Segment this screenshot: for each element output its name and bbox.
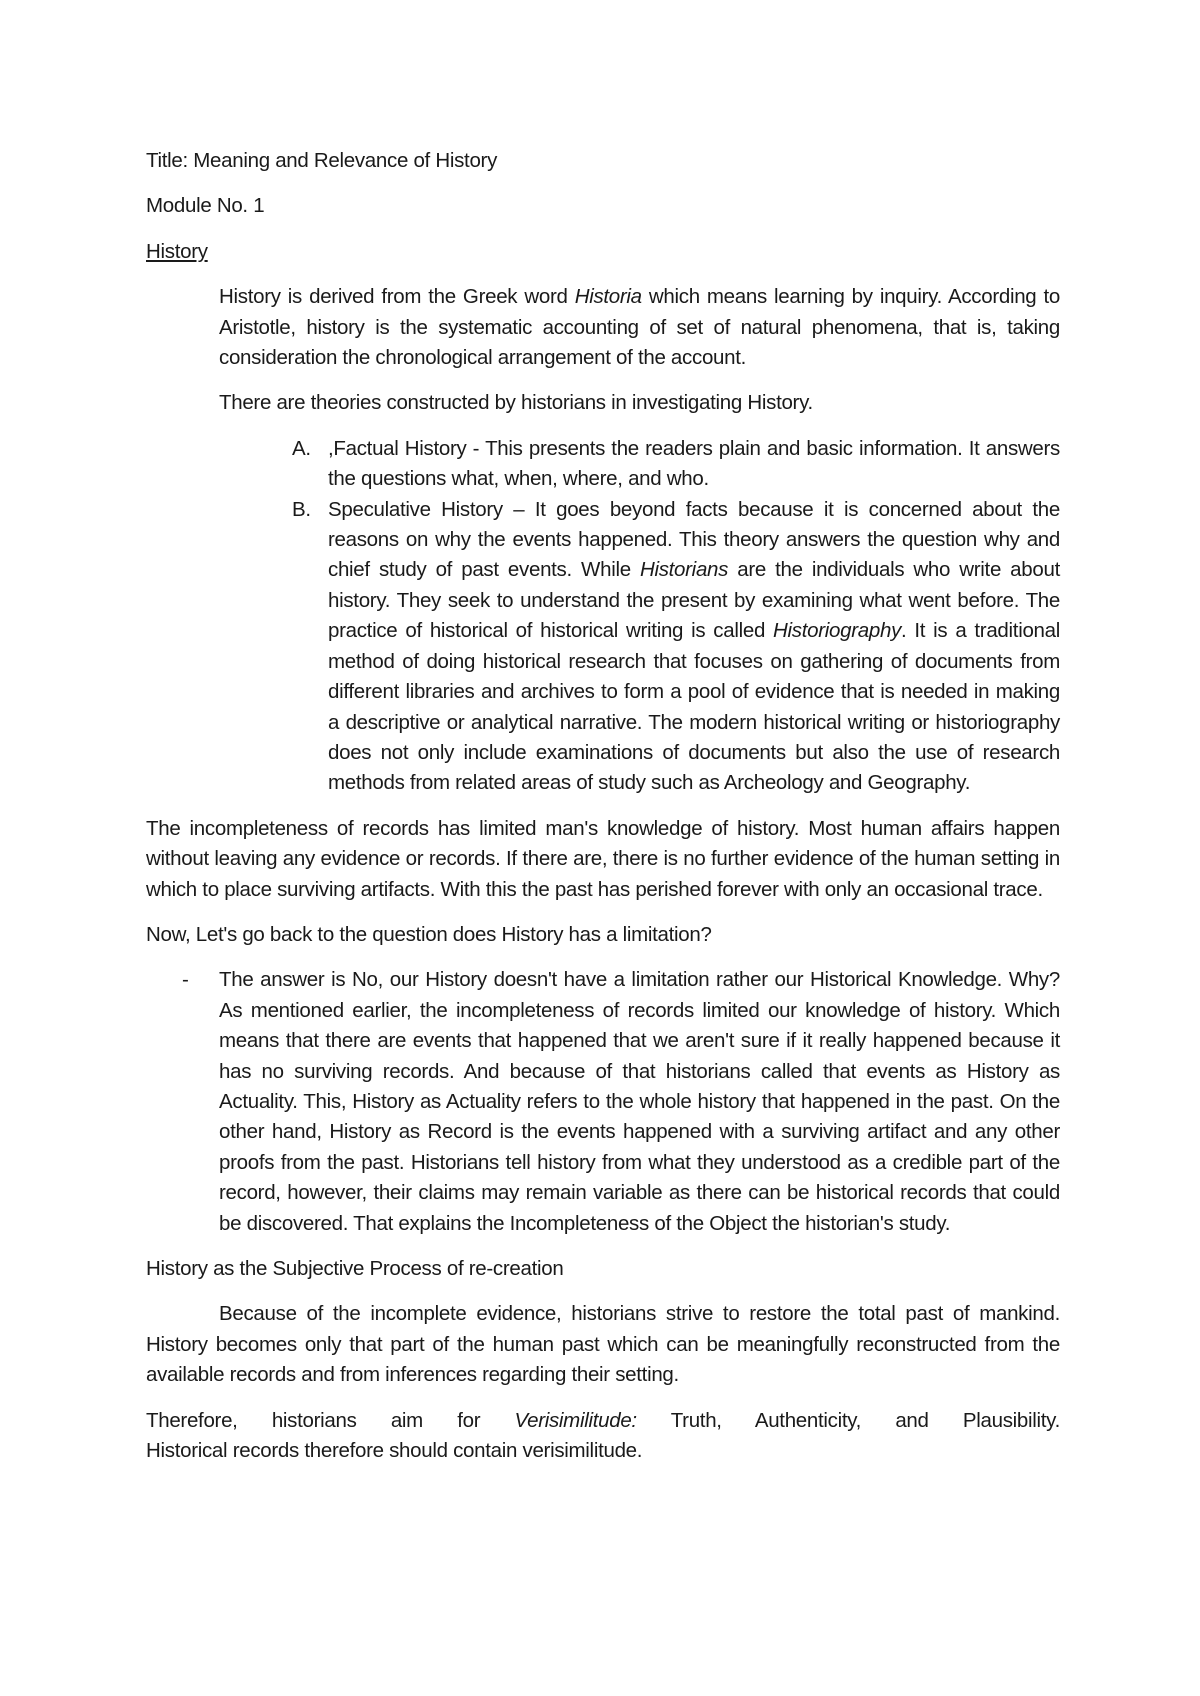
term-historians: Historians xyxy=(639,558,729,582)
theories-intro: There are theories constructed by historians in investigating History. xyxy=(219,391,813,415)
conclusion-paragraph xyxy=(146,1406,1060,1467)
list-marker-b: B. xyxy=(292,497,311,521)
conclusion-text-after: Truth, Authenticity, and Plausibility. xyxy=(636,1408,1060,1432)
list-marker-a: A. xyxy=(292,436,311,460)
speculative-text-3: . It is a traditional method of doing historical research that focuses on gathering of documents from different libraries and archives to form a pool of evidence that is needed in making a descriptive or analytical narrative. The modern historical writing or historiography does not only include examinations of documents but also the use of research methods from related areas of study such as Archeology and Geography. xyxy=(328,619,1061,795)
title-line: Title: Meaning and Relevance of History xyxy=(146,149,498,172)
list-item xyxy=(146,495,1060,799)
term-verisimilitude: Verisimilitude: xyxy=(514,1408,637,1432)
subjective-heading: History as the Subjective Process of re-creation xyxy=(146,1257,564,1280)
document-page xyxy=(146,146,1060,1466)
incompleteness-paragraph: The incompleteness of records has limited man's knowledge of history. Most human affairs happen without leaving any evidence or records. If there are, there is no further evidence of the human setting in which to place surviving artifacts. With this the past has perished forever with only an occasional trace. xyxy=(146,816,1060,901)
dash-marker: - xyxy=(182,968,189,992)
term-historiography: Historiography xyxy=(773,619,902,643)
intro-text-after: which means learning by inquiry. According to Aristotle, history is the systematic accounting of set of natural phenomena, that is, taking consideration the chronological arrangement of the account. xyxy=(219,285,1061,370)
module-line: Module No. 1 xyxy=(146,194,265,218)
list-item xyxy=(146,965,1060,1239)
speculative-text-2: are the individuals who write about history. They seek to understand the present by examining what went before. The practice of historical of historical writing is called xyxy=(328,558,1060,643)
answer-text: The answer is No, our History doesn't have a limitation rather our Historical Knowledge. Why? As mentioned earlier, the incompleteness of records limited our knowledge of history. Which means that there are events that happened that we aren't sure if it really happened because it has no surviving records. And because of that historians called that events as History as Actuality. This, History as Actuality refers to the whole history that happened in the past. On the other hand, History as Record is the events happened with a surviving artifact and any other proofs from the past. Historians tell history from what they understood as a credible part of the record, however, their claims may remain variable as there can be historical records that could be discovered. That explains the Incompleteness of the Object the historian's study. xyxy=(219,968,1060,1235)
subjective-paragraph: Because of the incomplete evidence, historians strive to restore the total past of mankind. History becomes only that part of the human past which can be meaningfully reconstructed from the available records and from inferences regarding their setting. xyxy=(146,1302,1060,1387)
factual-history-text: ,Factual History - This presents the readers plain and basic information. It answers the questions what, when, where, and who. xyxy=(328,436,1060,491)
intro-term-historia: Historia xyxy=(574,285,642,309)
question-line: Now, Let's go back to the question does History has a limitation? xyxy=(146,922,712,946)
answer-list xyxy=(146,965,1060,1239)
intro-paragraph xyxy=(219,282,1060,373)
intro-text-before: History is derived from the Greek word xyxy=(219,285,575,309)
speculative-text-1: Speculative History – It goes beyond facts because it is concerned about the reasons on why the events happened. This theory answers the question why and chief study of past events. While xyxy=(328,497,1060,582)
theories-list xyxy=(146,434,1060,799)
list-item xyxy=(146,434,1060,495)
conclusion-text-before: Therefore, historians aim for xyxy=(146,1408,515,1432)
conclusion-first-line xyxy=(146,1406,1060,1436)
conclusion-second-line: Historical records therefore should contain verisimilitude. xyxy=(146,1439,643,1463)
section-heading: History xyxy=(146,239,208,263)
